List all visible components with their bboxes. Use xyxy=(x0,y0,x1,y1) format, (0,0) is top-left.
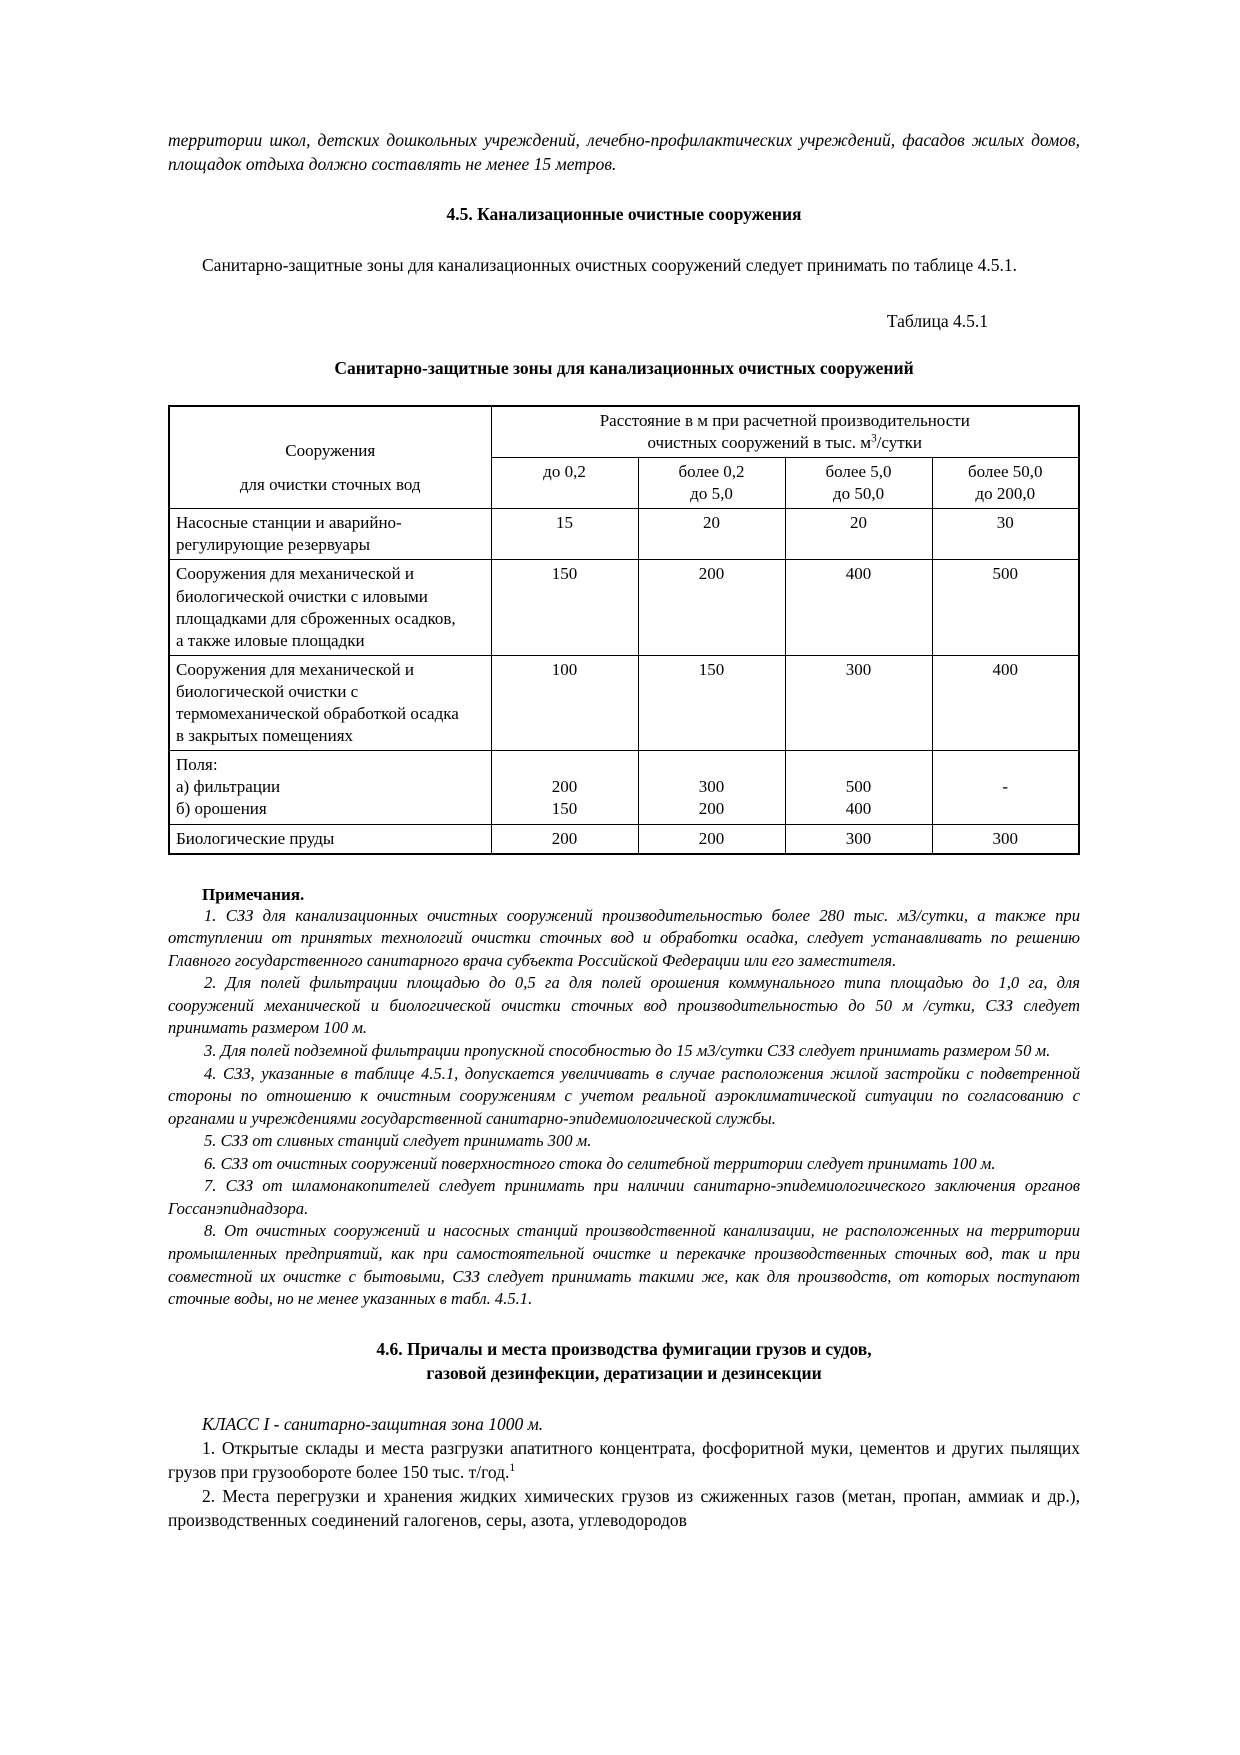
note-item-6: 6. СЗЗ от очистных сооружений поверхностного стока до селитебной территории следует принимать 100 м. xyxy=(204,1153,996,1173)
row-1-value-1: 200 xyxy=(638,560,785,655)
fields-sub-1-name: б) орошения xyxy=(176,799,267,819)
last-row-value-2: 300 xyxy=(785,824,932,854)
table-row xyxy=(169,560,1079,655)
row-2-value-0: 100 xyxy=(491,655,638,750)
section-4-6-item-2: 2. Места перегрузки и хранения жидких химических грузов из сжиженных газов (метан, пропан, аммиак и др.), производственных соединений галогенов, серы, азота, углеводородов xyxy=(168,1486,1080,1531)
fields-sub-1-value-3 xyxy=(939,798,1073,820)
header-group-line2-sup: 3 xyxy=(871,432,877,445)
header-col-1 xyxy=(638,458,785,509)
fields-sub-1-value-0: 150 xyxy=(551,799,578,819)
header-col-3-line2: до 200,0 xyxy=(975,484,1036,504)
section-4-6-item-1 xyxy=(168,1436,1080,1484)
last-row-value-3: 300 xyxy=(932,824,1079,854)
notes-title: Примечания. xyxy=(202,884,305,904)
row-0-name-line-1: регулирующие резервуары xyxy=(176,535,371,555)
spacer xyxy=(168,1311,1080,1337)
spacer xyxy=(168,176,1080,202)
section-4-6-heading-line2: газовой дезинфекции, дератизации и дезинсекции xyxy=(426,1363,822,1384)
section-4-6-heading xyxy=(168,1337,1080,1386)
row-1-value-2: 400 xyxy=(785,560,932,655)
header-group-line1: Расстояние в м при расчетной производительности xyxy=(599,410,970,430)
row-1-name-line-0: Сооружения для механической и xyxy=(176,564,414,584)
table-header-row-1 xyxy=(169,406,1079,458)
fields-sub-0-value-1: 300 xyxy=(698,777,725,797)
table-row xyxy=(169,655,1079,750)
row-0-value-0: 15 xyxy=(491,509,638,560)
row-0-name xyxy=(169,509,491,560)
szz-table xyxy=(168,405,1080,855)
note-item-1: 1. СЗЗ для канализационных очистных сооружений производительностью более 280 тыс. м3/сутки, а также при отступлении от принятых технологий очистки сточных вод и обработки осадка, следует устанавливать по решению Главного государственного санитарного врача субъекта Российской Федерации или его заместителя. xyxy=(168,905,1080,970)
header-col-3 xyxy=(932,458,1079,509)
note-item-3: 3. Для полей подземной фильтрации пропускной способностью до 15 м3/сутки СЗЗ следует принимать размером 50 м. xyxy=(204,1040,1051,1060)
note-item-5: 5. СЗЗ от сливных станций следует принимать 300 м. xyxy=(204,1131,592,1151)
fields-sub-0-value-0: 200 xyxy=(551,777,578,797)
row-2-name-line-2: термомеханической обработкой осадка xyxy=(176,704,459,724)
table-title: Санитарно-защитные зоны для канализационных очистных сооружений xyxy=(334,357,914,378)
note-item-7: 7. СЗЗ от шламонакопителей следует принимать при наличии санитарно-эпидемиологического заключения органов Госсанэпиднадзора. xyxy=(168,1176,1080,1218)
fields-col-2 xyxy=(785,751,932,824)
row-0-value-1: 20 xyxy=(638,509,785,560)
note-item-4: 4. СЗЗ, указанные в таблице 4.5.1, допускается увеличивать в случае расположения жилой застройки с подветренной стороны по отношению к очистным сооружениям с учетом реальной аэроклиматической ситуации по согласованию с органами и учреждениями государственной санитарно-эпидемиологической службы. xyxy=(168,1063,1080,1128)
last-row-name: Биологические пруды xyxy=(169,824,491,854)
note-item-8: 8. От очистных сооружений и насосных станций производственной канализации, не расположенных на территории промышленных предприятий, как при самостоятельной очистке и перекачке производственных сточных вод, так и при совместной их очистке с бытовыми, СЗЗ следует принимать такими же, как для производств, от которых поступают сточные воды, но не менее указанных в табл. 4.5.1. xyxy=(168,1221,1080,1309)
spacer xyxy=(168,379,1080,405)
header-group-line2 xyxy=(498,432,1073,454)
last-row-value-1: 200 xyxy=(638,824,785,854)
row-2-value-2: 300 xyxy=(785,655,932,750)
fields-row-label: Поля: xyxy=(176,755,218,775)
item-1-footnote-marker: 1 xyxy=(509,1462,516,1475)
row-1-name-line-3: а также иловые площадки xyxy=(176,630,365,650)
row-0-value-3: 30 xyxy=(932,509,1079,560)
fields-sub-1-value-2: 400 xyxy=(845,799,872,819)
row-2-name xyxy=(169,655,491,750)
spacer xyxy=(168,1386,1080,1412)
item-1-text: 1. Открытые склады и места разгрузки апатитного концентрата, фосфоритной муки, цементов и других пылящих грузов при грузообороте более 150 тыс. т/год. xyxy=(168,1437,1080,1483)
row-2-value-1: 150 xyxy=(638,655,785,750)
fields-row-name xyxy=(169,751,491,824)
header-col-0 xyxy=(491,458,638,509)
table-row-last xyxy=(169,824,1079,854)
last-row-value-0: 200 xyxy=(491,824,638,854)
row-0-value-2: 20 xyxy=(785,509,932,560)
row-1-value-3: 500 xyxy=(932,560,1079,655)
section-4-5-heading: 4.5. Канализационные очистные сооружения xyxy=(446,204,802,225)
fields-sub-0-value-2: 500 xyxy=(845,777,872,797)
section-4-5-paragraph: Санитарно-защитные зоны для канализационных очистных сооружений следует принимать по таблице 4.5.1. xyxy=(202,254,1018,275)
fields-col-0 xyxy=(491,751,638,824)
fields-sub-0-value-3: - xyxy=(1002,777,1009,797)
row-1-name-line-1: биологической очистки с иловыми xyxy=(176,586,428,606)
table-number-label: Таблица 4.5.1 xyxy=(886,310,988,331)
fields-col-3 xyxy=(932,751,1079,824)
spacer xyxy=(168,227,1080,253)
row-1-name xyxy=(169,560,491,655)
note-item-2: 2. Для полей фильтрации площадью до 0,5 га для полей орошения коммунального типа площадью до 1,0 га, для сооружений механической и биологической очистки сточных вод производительностью до 50 м /сутки, СЗЗ следует принимать размером 100 м. xyxy=(168,973,1080,1038)
row-1-value-0: 150 xyxy=(491,560,638,655)
row-2-name-line-0: Сооружения для механической и xyxy=(176,659,414,679)
row-2-value-3: 400 xyxy=(932,655,1079,750)
class-1-line: КЛАСС I - санитарно-защитная зона 1000 м. xyxy=(202,1413,544,1434)
fields-sub-0-name: а) фильтрации xyxy=(176,777,281,797)
intro-paragraph: территории школ, детских дошкольных учреждений, лечебно-профилактических учреждений, фасадов жилых домов, площадок отдыха должно составлять не менее 15 метров. xyxy=(168,130,1080,175)
section-4-6-heading-line1: 4.6. Причалы и места производства фумигации грузов и судов, xyxy=(376,1338,872,1359)
row-2-name-line-1: биологической очистки с xyxy=(176,681,359,701)
fields-col-1 xyxy=(638,751,785,824)
header-col-1-line2: до 5,0 xyxy=(690,484,733,504)
fields-sub-1-value-1: 200 xyxy=(698,799,725,819)
notes-section xyxy=(168,885,1080,1311)
table-header xyxy=(169,406,1079,509)
table-row xyxy=(169,509,1079,560)
header-col-0-line1: до 0,2 xyxy=(543,462,586,482)
row-2-name-line-3: в закрытых помещениях xyxy=(176,726,354,746)
header-col-3-line1: более 50,0 xyxy=(968,462,1043,482)
row-0-name-line-0: Насосные станции и аварийно- xyxy=(176,513,402,533)
header-group-line2-post: /сутки xyxy=(876,433,923,453)
table-body xyxy=(169,509,1079,854)
header-cell-distance-group xyxy=(491,406,1079,458)
header-facilities-line1: Сооружения xyxy=(285,440,376,460)
header-cell-facilities xyxy=(169,406,491,509)
header-col-2-line2: до 50,0 xyxy=(832,484,885,504)
header-col-1-line1: более 0,2 xyxy=(678,462,745,482)
header-group-line2-pre: очистных сооружений в тыс. м xyxy=(647,433,872,453)
header-col-2 xyxy=(785,458,932,509)
table-row-fields xyxy=(169,751,1079,824)
spacer xyxy=(168,277,1080,311)
header-col-0-line2 xyxy=(498,483,632,505)
header-facilities-line2: для очистки сточных вод xyxy=(239,475,421,495)
header-col-2-line1: более 5,0 xyxy=(825,462,892,482)
spacer xyxy=(168,332,1080,358)
row-1-name-line-2: площадками для сброженных осадков, xyxy=(176,608,456,628)
